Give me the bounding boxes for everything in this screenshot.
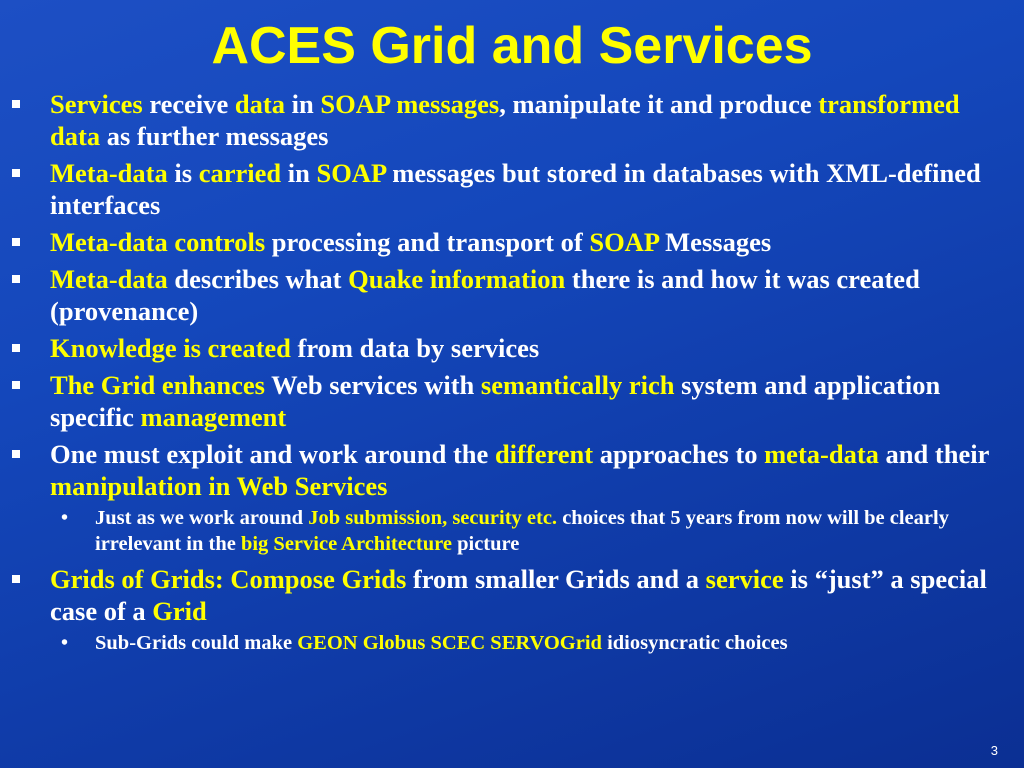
body-text: in	[281, 158, 317, 188]
highlighted-text: GEON Globus SCEC SERVOGrid	[297, 632, 602, 654]
round-bullet-icon: •	[61, 632, 69, 654]
body-text: approaches to	[593, 439, 765, 469]
body-text: Web services with	[264, 370, 481, 400]
bullet-item	[50, 226, 1000, 258]
highlighted-text: Grid	[152, 596, 207, 626]
bullet-item	[50, 88, 1000, 152]
bullet-item	[50, 369, 1000, 433]
highlighted-text: meta-data	[764, 439, 879, 469]
highlighted-text: management	[140, 402, 287, 432]
square-bullet-icon	[12, 381, 20, 389]
body-text: , manipulate it and produce	[499, 89, 819, 119]
square-bullet-icon	[12, 344, 20, 352]
highlighted-text: Job submission, security etc.	[308, 507, 558, 529]
body-text: Just as we work around	[95, 507, 309, 529]
highlighted-text: different	[494, 439, 594, 469]
bullet-item	[50, 563, 1000, 627]
bullet-item	[50, 438, 1000, 502]
body-text: One must exploit and work around the	[50, 439, 495, 469]
sub-bullet-item	[61, 630, 1000, 656]
round-bullet-icon: •	[61, 507, 69, 529]
body-text: system and application specific	[50, 370, 941, 432]
body-text: idiosyncratic choices	[601, 632, 788, 654]
slide-title: ACES Grid and Services	[211, 17, 813, 75]
square-bullet-icon	[12, 575, 20, 583]
square-bullet-icon	[12, 450, 20, 458]
highlighted-text: SOAP	[316, 158, 386, 188]
square-bullet-icon	[12, 100, 20, 108]
body-text: describes what	[167, 264, 349, 294]
bullet-item	[50, 263, 1000, 327]
square-bullet-icon	[12, 238, 20, 246]
highlighted-text: Services	[50, 89, 143, 119]
square-bullet-icon	[12, 275, 20, 283]
body-text: choices that 5 years from now will be clearly irrelevant in the	[95, 507, 949, 555]
highlighted-text: Meta-data controls	[50, 227, 266, 257]
body-text: is	[167, 158, 199, 188]
highlighted-text: big Service Architecture	[240, 533, 452, 555]
body-text: Sub-Grids could make	[95, 632, 298, 654]
highlighted-text: SOAP messages	[320, 89, 500, 119]
highlighted-text: Meta-data	[50, 264, 168, 294]
highlighted-text: carried	[198, 158, 282, 188]
highlighted-text: semantically rich	[480, 370, 675, 400]
square-bullet-icon	[12, 169, 20, 177]
sub-bullet-item	[61, 505, 1000, 557]
bullet-item	[50, 332, 1000, 364]
body-text: receive	[142, 89, 235, 119]
body-text: processing and transport of	[265, 227, 590, 257]
body-text: from smaller Grids and a	[406, 564, 706, 594]
highlighted-text: Meta-data	[50, 158, 168, 188]
highlighted-text: transformed data	[50, 89, 960, 151]
highlighted-text: data	[234, 89, 285, 119]
highlighted-text: Knowledge is created	[50, 333, 291, 363]
body-text: in	[285, 89, 321, 119]
highlighted-text: The Grid enhances	[50, 370, 265, 400]
body-text: picture	[451, 533, 520, 555]
body-text: messages but stored in databases with XML-defined interfaces	[50, 158, 981, 220]
body-text: there is and how it was created (provenance)	[50, 264, 920, 326]
body-text: is “just” a special case of a	[50, 564, 987, 626]
body-text: and their	[878, 439, 989, 469]
body-text: as further messages	[100, 121, 329, 151]
page-number: 3	[990, 743, 998, 758]
body-text: from data by services	[290, 333, 540, 363]
highlighted-text: service	[705, 564, 784, 594]
highlighted-text: manipulation in Web Services	[50, 471, 388, 501]
bullet-item	[50, 157, 1000, 221]
highlighted-text: Grids of Grids: Compose Grids	[50, 564, 407, 594]
highlighted-text: Quake information	[348, 264, 566, 294]
body-text: Messages	[658, 227, 772, 257]
highlighted-text: SOAP	[589, 227, 659, 257]
bullet-list	[0, 88, 1024, 662]
